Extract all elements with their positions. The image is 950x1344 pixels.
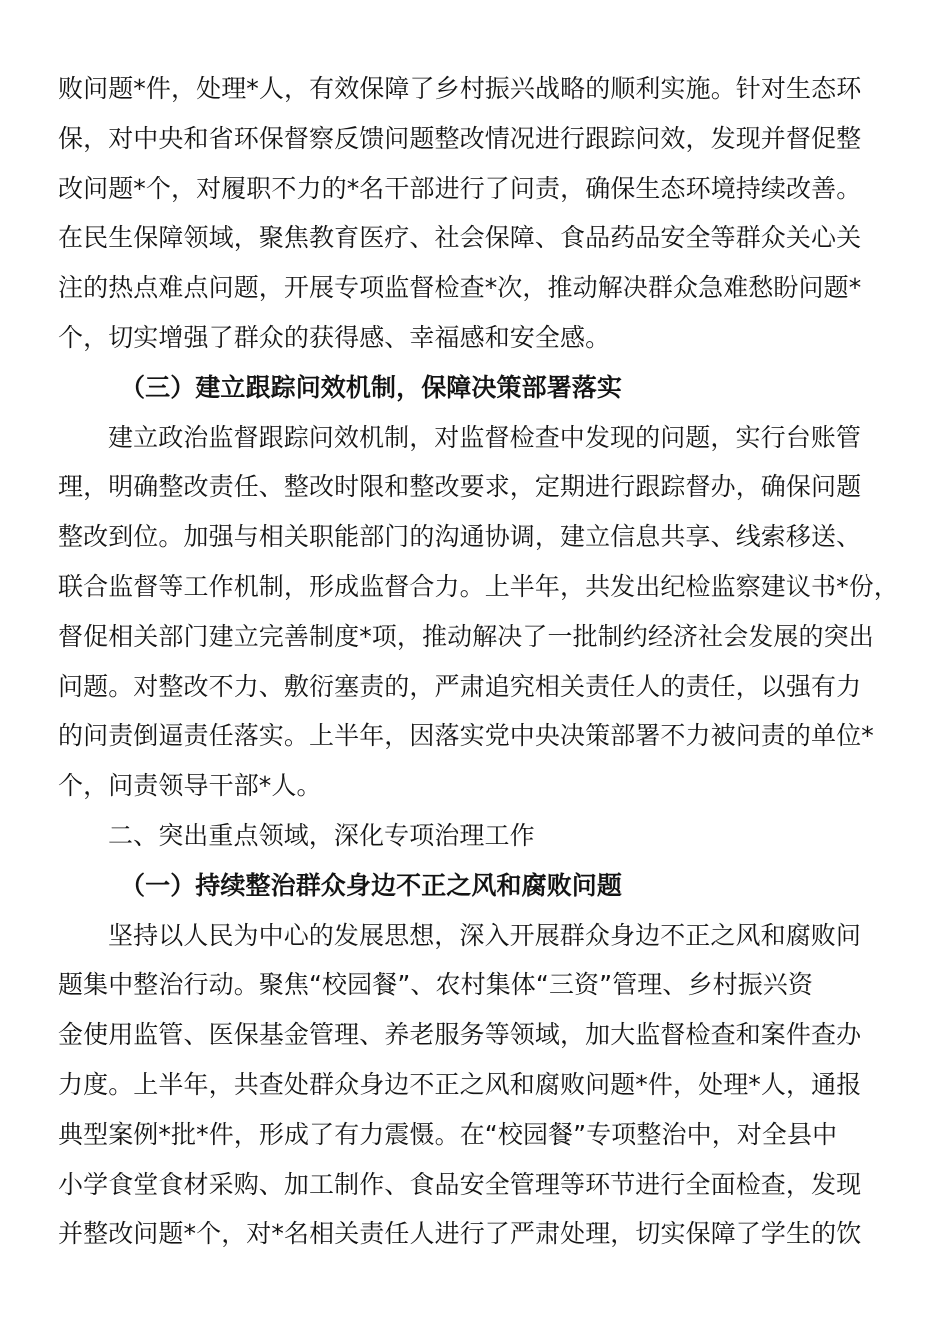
- body-line: 的问责倒逼责任落实。上半年，因落实党中央决策部署不力被问责的单位*: [58, 721, 874, 751]
- body-line: 题集中整治行动。聚焦“校园餐”、农村集体“三资”管理、乡村振兴资: [58, 970, 814, 1000]
- body-line: 个，切实增强了群众的获得感、幸福感和安全感。: [58, 322, 611, 352]
- body-line: 金使用监管、医保基金管理、养老服务等领域，加大监督检查和案件查办: [58, 1020, 862, 1050]
- subheading-one: （一）持续整治群众身边不正之风和腐败问题: [120, 870, 623, 900]
- body-line: 改问题*个，对履职不力的*名干部进行了问责，确保生态环境持续改善。: [58, 173, 862, 203]
- body-line: 问题。对整改不力、敷衍塞责的，严肃追究相关责任人的责任，以强有力: [58, 671, 862, 701]
- paragraph-start-line: 建立政治监督跟踪问效机制，对监督检查中发现的问题，实行台账管: [108, 422, 862, 452]
- body-line: 保，对中央和省环保督察反馈问题整改情况进行跟踪问效，发现并督促整: [58, 123, 862, 153]
- body-line: 在民生保障领域，聚焦教育医疗、社会保障、食品药品安全等群众关心关: [58, 223, 862, 253]
- body-line: 败问题*件，处理*人，有效保障了乡村振兴战略的顺利实施。针对生态环: [58, 74, 862, 103]
- subheading-three: （三）建立跟踪问效机制，保障决策部署落实: [120, 372, 623, 402]
- document-body: [58, 64, 899, 1259]
- paragraph-start-line: 坚持以人民为中心的发展思想，深入开展群众身边不正之风和腐败问: [108, 920, 862, 950]
- body-line: 联合监督等工作机制，形成监督合力。上半年，共发出纪检监察建议书*份，: [58, 571, 899, 601]
- body-line: 督促相关部门建立完善制度*项，推动解决了一批制约经济社会发展的突出: [58, 621, 874, 651]
- body-line: 个，问责领导干部*人。: [58, 771, 322, 801]
- body-line: 整改到位。加强与相关职能部门的沟通协调，建立信息共享、线索移送、: [58, 522, 862, 552]
- body-line: 典型案例*批*件，形成了有力震慑。在“校园餐”专项整治中，对全县中: [58, 1119, 838, 1149]
- body-line: 并整改问题*个，对*名相关责任人进行了严肃处理，切实保障了学生的饮: [58, 1219, 862, 1249]
- body-line: 注的热点难点问题，开展专项监督检查*次，推动解决群众急难愁盼问题*: [58, 273, 862, 303]
- body-line: 力度。上半年，共查处群众身边不正之风和腐败问题*件，处理*人，通报: [58, 1069, 862, 1099]
- section-heading-two: 二、突出重点领域，深化专项治理工作: [108, 820, 535, 850]
- body-line: 理，明确整改责任、整改时限和整改要求，定期进行跟踪督办，确保问题: [58, 472, 862, 502]
- body-line: 小学食堂食材采购、加工制作、食品安全管理等环节进行全面检查，发现: [58, 1169, 862, 1199]
